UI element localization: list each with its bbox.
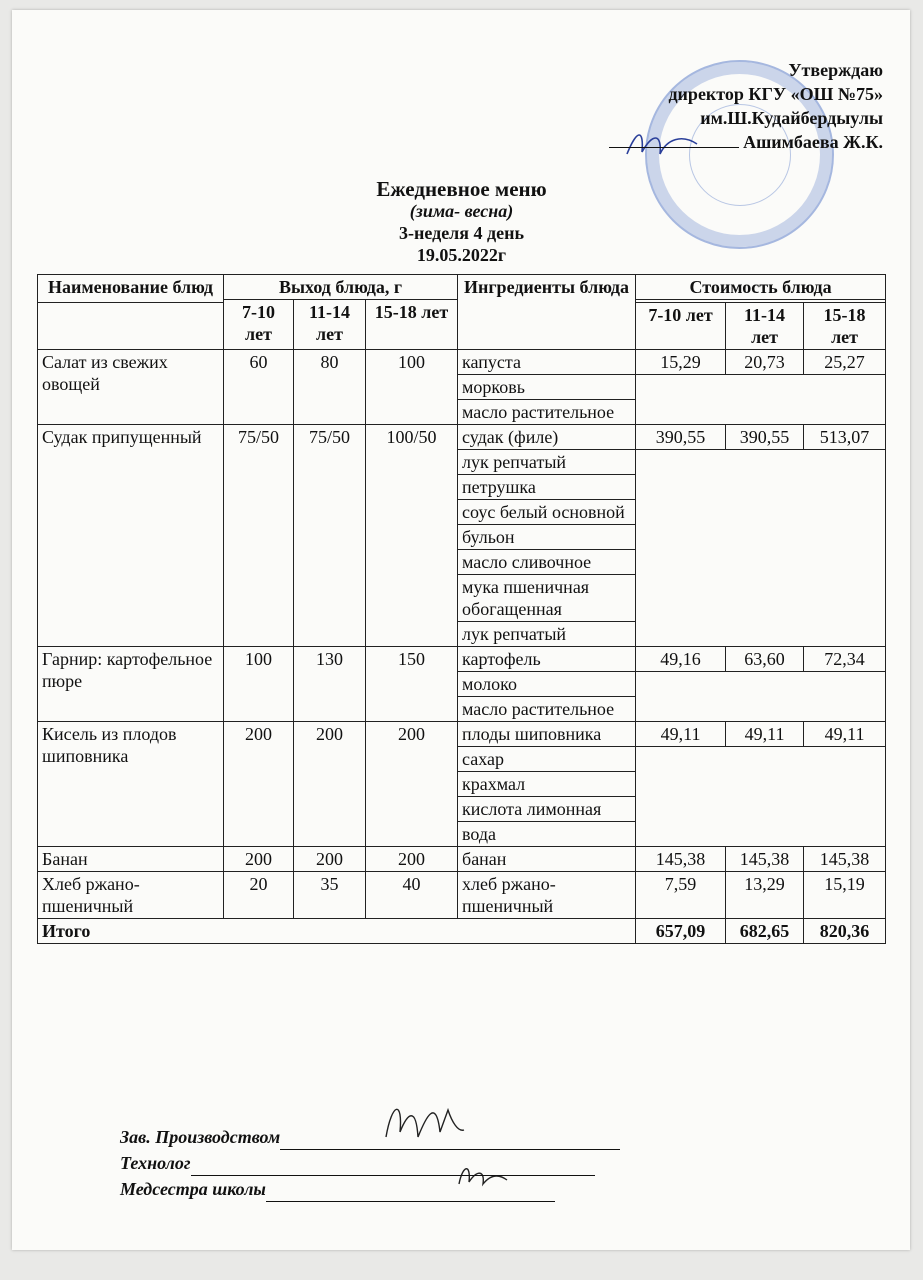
approval-line-4: Ашимбаева Ж.К. [543,130,883,154]
cost-age-1: 7,59 [636,872,726,919]
ingredient: лук репчатый [458,622,636,647]
cost-age-1: 49,11 [636,722,726,747]
ingredient: молоко [458,672,636,697]
cost-blank [636,450,886,647]
table-row [38,425,886,450]
yield-age-1: 200 [224,847,294,872]
dish-name: Хлеб ржано-пшеничный [38,872,224,919]
ingredient: сахар [458,747,636,772]
cost-age-2: 390,55 [726,425,804,450]
menu-table [37,274,886,944]
approval-line-2: директор КГУ «ОШ №75» [668,84,883,104]
ingredient: хлеб ржано-пшеничный [458,872,636,919]
cost-blank [636,375,886,425]
header-cost-age-3: 15-18 лет [804,303,886,350]
header-name: Наименование блюд [38,275,224,303]
cost-age-3: 145,38 [804,847,886,872]
total-cost-age-2: 682,65 [726,919,804,944]
total-cost-age-3: 820,36 [804,919,886,944]
yield-age-2: 200 [294,722,366,847]
ingredient: судак (филе) [458,425,636,450]
cost-age-2: 20,73 [726,350,804,375]
header-yield-age-2: 11-14 лет [294,300,366,350]
cost-age-3: 513,07 [804,425,886,450]
dish-name: Банан [38,847,224,872]
cost-age-1: 15,29 [636,350,726,375]
dish-name: Судак припущенный [38,425,224,647]
header-yield: Выход блюда, г [224,275,458,300]
ingredient: кислота лимонная [458,797,636,822]
header-ingredients: Ингредиенты блюда [458,275,636,350]
dish-name: Гарнир: картофельное пюре [38,647,224,722]
cost-age-1: 145,38 [636,847,726,872]
cost-age-1: 390,55 [636,425,726,450]
yield-age-3: 200 [366,722,458,847]
header-yield-age-3: 15-18 лет [366,300,458,350]
signature-footer [120,1124,620,1202]
menu-season: (зима- весна) [409,201,514,221]
yield-age-1: 75/50 [224,425,294,647]
ingredient: морковь [458,375,636,400]
ingredient: плоды шиповника [458,722,636,747]
ingredient: капуста [458,350,636,375]
total-row [38,919,886,944]
header-cost-age-1: 7-10 лет [636,303,726,350]
approval-block [543,58,883,154]
ingredient: масло сливочное [458,550,636,575]
header-yield-age-1: 7-10 лет [224,300,294,350]
ingredient: масло растительное [458,400,636,425]
table-row [38,847,886,872]
ingredient: лук репчатый [458,450,636,475]
table-row [38,350,886,375]
yield-age-1: 60 [224,350,294,425]
ingredient: бульон [458,525,636,550]
dish-name: Салат из свежих овощей [38,350,224,425]
ingredient: масло растительное [458,697,636,722]
total-label: Итого [38,919,636,944]
yield-age-2: 75/50 [294,425,366,647]
yield-age-1: 100 [224,647,294,722]
menu-heading [0,178,923,266]
ingredient: соус белый основной [458,500,636,525]
cost-age-2: 49,11 [726,722,804,747]
footer-production-row: Зав. Производством [120,1124,620,1150]
yield-age-3: 150 [366,647,458,722]
table-row [38,647,886,672]
cost-age-2: 63,60 [726,647,804,672]
approval-line-3: им.Ш.Кудайбердыулы [700,108,883,128]
yield-age-1: 200 [224,722,294,847]
ingredient: банан [458,847,636,872]
header-cost: Стоимость блюда [636,275,886,300]
approval-line-1: Утверждаю [788,60,883,80]
dish-name: Кисель из плодов шиповника [38,722,224,847]
footer-technologist-row: Технолог [120,1150,595,1176]
ingredient: петрушка [458,475,636,500]
yield-age-3: 100 [366,350,458,425]
footer-nurse-row: Медсестра школы [120,1176,555,1202]
cost-age-3: 15,19 [804,872,886,919]
cost-age-3: 72,34 [804,647,886,672]
yield-age-3: 200 [366,847,458,872]
yield-age-2: 80 [294,350,366,425]
yield-age-3: 40 [366,872,458,919]
menu-date: 19.05.2022г [416,245,507,265]
yield-age-2: 130 [294,647,366,722]
header-cost-age-2: 11-14 лет [726,303,804,350]
cost-age-1: 49,16 [636,647,726,672]
ingredient: вода [458,822,636,847]
cost-blank [636,747,886,847]
yield-age-2: 35 [294,872,366,919]
cost-age-3: 49,11 [804,722,886,747]
table-row [38,872,886,919]
yield-age-2: 200 [294,847,366,872]
menu-week-day: 3-неделя 4 день [398,223,525,243]
ingredient: крахмал [458,772,636,797]
yield-age-1: 20 [224,872,294,919]
cost-age-3: 25,27 [804,350,886,375]
ingredient: мука пшеничная обогащенная [458,575,636,622]
cost-blank [636,672,886,722]
ingredient: картофель [458,647,636,672]
cost-age-2: 13,29 [726,872,804,919]
yield-age-3: 100/50 [366,425,458,647]
table-row [38,722,886,747]
total-cost-age-1: 657,09 [636,919,726,944]
cost-age-2: 145,38 [726,847,804,872]
menu-title: Ежедневное меню [376,177,547,201]
